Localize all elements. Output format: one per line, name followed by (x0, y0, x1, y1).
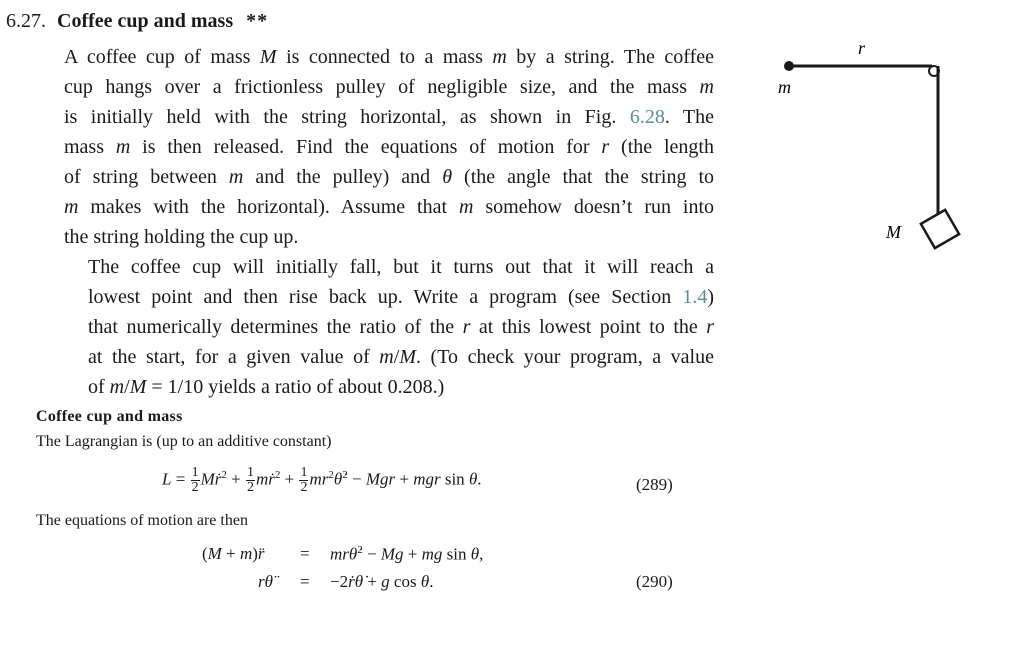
problem-title: Coffee cup and mass (57, 10, 234, 32)
text-line: of m/M = 1/10 yields a ratio of about 0.208.) (88, 376, 445, 398)
label-r: r (858, 38, 866, 58)
text-line: of string between m and the pulley) and θ (the angle that the string to (64, 166, 714, 188)
equation-number-290: (290) (636, 572, 673, 591)
difficulty-stars: ** (246, 10, 269, 32)
text-line: that numerically determines the ratio of the r at this lowest point to the r (88, 316, 714, 338)
text-line: lowest point and then rise back up. Write a program (see Section 1.4) (88, 286, 714, 308)
label-m: m (778, 77, 791, 97)
coffee-cup-block (921, 210, 959, 248)
equation-number-289: (289) (636, 475, 673, 494)
equals-sign: = (300, 544, 310, 563)
problem-paragraph-2 (64, 252, 714, 402)
mass-m-dot (784, 61, 794, 71)
label-M: M (886, 222, 901, 242)
coffee-cup-figure (770, 35, 1000, 265)
equation-of-motion-theta-rhs: −2ṙθ̇ + g cos θ. (330, 572, 434, 591)
text-line: mass m is then released. Find the equations of motion for r (the length (64, 136, 714, 158)
solution-intro-text: The Lagrangian is (up to an additive constant) (36, 433, 332, 450)
text-line: m makes with the horizontal). Assume that m somehow doesn’t run into (64, 196, 714, 218)
figure-reference-link[interactable]: 6.28 (629, 106, 665, 128)
problem-paragraph-1 (64, 42, 714, 252)
problem-text (64, 42, 714, 402)
equals-sign: = (300, 572, 310, 591)
lagrangian-equation: L = $\frac{1}{2}$ Mṙ$^2$ + $\frac{1}{2}$ mṙ$^2$ + $\frac{1}{2}$ $mr^2\thetȧ^2$ − Mgr + mgr sin θ. (162, 465, 482, 495)
text-line: is initially held with the string horizontal, as shown in Fig. 6.28. The (64, 106, 715, 128)
equation-of-motion-theta-lhs: rθ̈ (258, 572, 273, 591)
solution-heading: Coffee cup and mass (36, 408, 183, 425)
text-line: cup hangs over a frictionless pulley of negligible size, and the mass m (64, 76, 714, 98)
problem-heading (6, 10, 268, 33)
text-line: the string holding the cup up. (64, 226, 299, 248)
equation-of-motion-r-rhs: mrθ̇$^2$ − Mg + mg sin θ, (330, 544, 484, 564)
solution-middle-text: The equations of motion are then (36, 512, 248, 529)
equation-of-motion-r-lhs: (M + m)r̈ (202, 544, 265, 563)
section-reference-link[interactable]: 1.4 (682, 286, 708, 308)
text-line: at the start, for a given value of m/M. (To check your program, a value (88, 346, 714, 368)
problem-number: 6.27. (6, 10, 46, 32)
text-line: The coffee cup will initially fall, but it turns out that it will reach a (88, 256, 714, 278)
text-line: A coffee cup of mass M is connected to a mass m by a string. The coffee (64, 46, 714, 68)
